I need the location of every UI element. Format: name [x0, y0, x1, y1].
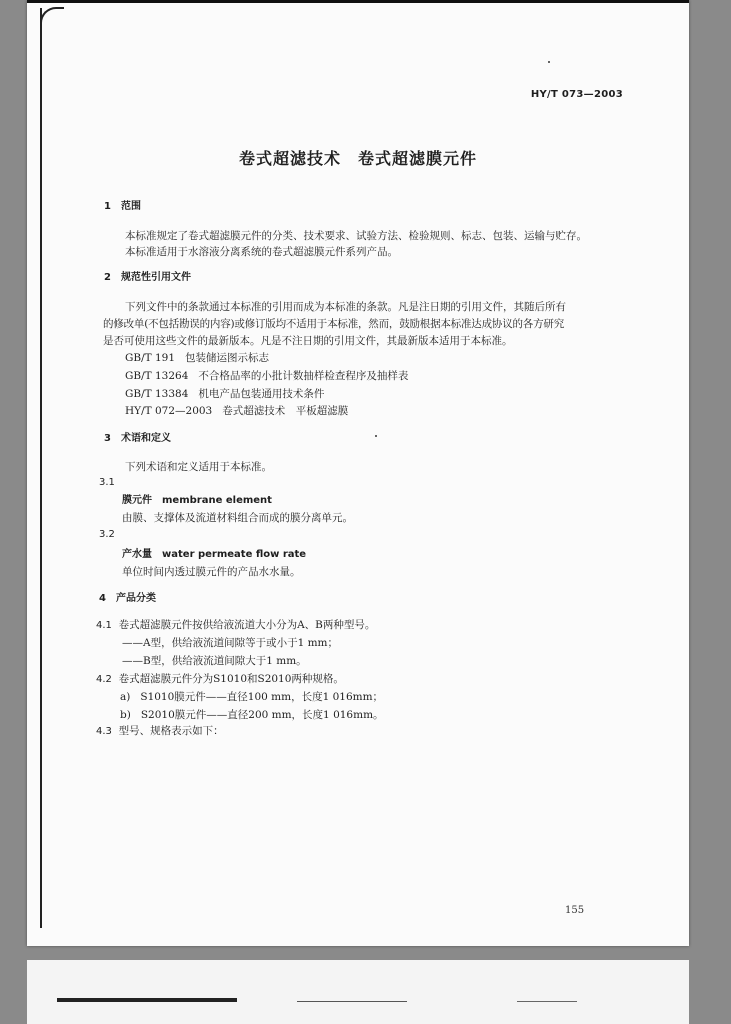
reference-name: 包装储运图示标志 — [185, 352, 270, 364]
term-definition: 由膜、支撑体及流道材料组合而成的膜分离单元。 — [122, 512, 353, 524]
term-number: 3.2 — [99, 529, 115, 540]
list-label: b) — [120, 709, 131, 721]
section-number: 2 — [104, 272, 111, 283]
document-title: 卷式超滤技术 卷式超滤膜元件 — [238, 149, 477, 168]
page-rule — [517, 1001, 577, 1002]
reference-name: 卷式超滤技术 平板超滤膜 — [222, 405, 349, 417]
reference-code: GB/T 13264 — [125, 370, 189, 382]
reference-code: HY/T 072—2003 — [125, 405, 213, 417]
section-title: 产品分类 — [115, 593, 156, 604]
list-text: S2010膜元件——直径200 mm，长度1 016mm。 — [140, 709, 384, 721]
term-chinese: 产水量 — [122, 549, 152, 560]
paragraph: 下列术语和定义适用于本标准。 — [125, 461, 272, 473]
clause-text: 卷式超滤膜元件按供给液流道大小分为A、B两种型号。 — [118, 619, 376, 631]
paragraph: 本标准规定了卷式超滤膜元件的分类、技术要求、试验方法、检验规则、标志、包装、运输与贮存。 — [125, 230, 587, 242]
list-text: S1010膜元件——直径100 mm，长度1 016mm； — [140, 691, 384, 703]
clause — [96, 618, 375, 633]
list-label: a) — [120, 691, 131, 703]
term-entry — [122, 547, 306, 562]
term-definition: 单位时间内透过膜元件的产品水水量。 — [122, 566, 301, 578]
list-item — [120, 708, 384, 722]
reference-name: 机电产品包装通用技术条件 — [198, 388, 325, 400]
standard-number: HY/T 073—2003 — [530, 89, 623, 100]
section-3-heading — [104, 431, 171, 446]
term-entry — [122, 493, 272, 508]
paragraph-line: 是否可使用这些文件的最新版本。凡是不注日期的引用文件，其最新版本适用于本标准。 — [103, 335, 513, 347]
reference-code: GB/T 191 — [125, 352, 176, 364]
list-item — [120, 690, 383, 704]
reference-item — [125, 404, 348, 418]
paragraph-line: 下列文件中的条款通过本标准的引用而成为本标准的条款。凡是注日期的引用文件，其随后所有 — [125, 301, 566, 313]
reference-item — [125, 387, 324, 401]
section-number: 4 — [99, 593, 106, 604]
term-chinese: 膜元件 — [122, 495, 152, 506]
term-english: membrane element — [162, 495, 272, 506]
section-2-heading — [104, 270, 191, 285]
clause-text: 卷式超滤膜元件分为S1010和S2010两种规格。 — [118, 673, 344, 685]
section-1-heading — [104, 199, 141, 214]
reference-item — [125, 351, 269, 365]
document-page — [27, 0, 689, 946]
scan-speck — [375, 435, 377, 437]
list-item: ——B型，供给液流道间隙大于1 mm。 — [122, 655, 307, 667]
clause-number: 4.3 — [96, 726, 112, 737]
section-4-heading — [99, 591, 156, 606]
clause-number: 4.2 — [96, 674, 112, 685]
clause — [96, 672, 344, 687]
next-page-edge — [27, 960, 689, 1024]
list-item: ——A型，供给液流道间隙等于或小于1 mm； — [122, 637, 339, 649]
page-rule — [57, 998, 237, 1002]
reference-item — [125, 369, 408, 383]
paragraph: 本标准适用于水溶液分离系统的卷式超滤膜元件系列产品。 — [125, 246, 398, 258]
clause-text: 型号、规格表示如下： — [118, 725, 224, 737]
binding-curl — [40, 7, 64, 23]
scan-speck — [548, 61, 550, 63]
term-english: water permeate flow rate — [162, 549, 307, 560]
clause — [96, 724, 224, 739]
page-rule — [297, 1001, 407, 1002]
section-title: 规范性引用文件 — [120, 272, 191, 283]
section-title: 术语和定义 — [120, 433, 171, 444]
reference-code: GB/T 13384 — [125, 388, 189, 400]
clause-number: 4.1 — [96, 620, 112, 631]
section-title: 范围 — [120, 201, 141, 212]
section-number: 3 — [104, 433, 111, 444]
term-number: 3.1 — [99, 477, 115, 488]
section-number: 1 — [104, 201, 111, 212]
page-number: 155 — [565, 905, 585, 916]
reference-name: 不合格品率的小批计数抽样检查程序及抽样表 — [198, 370, 409, 382]
paragraph-line: 的修改单(不包括勘误的内容)或修订版均不适用于本标准，然而，鼓励根据本标准达成协议的各方研究 — [103, 318, 564, 330]
